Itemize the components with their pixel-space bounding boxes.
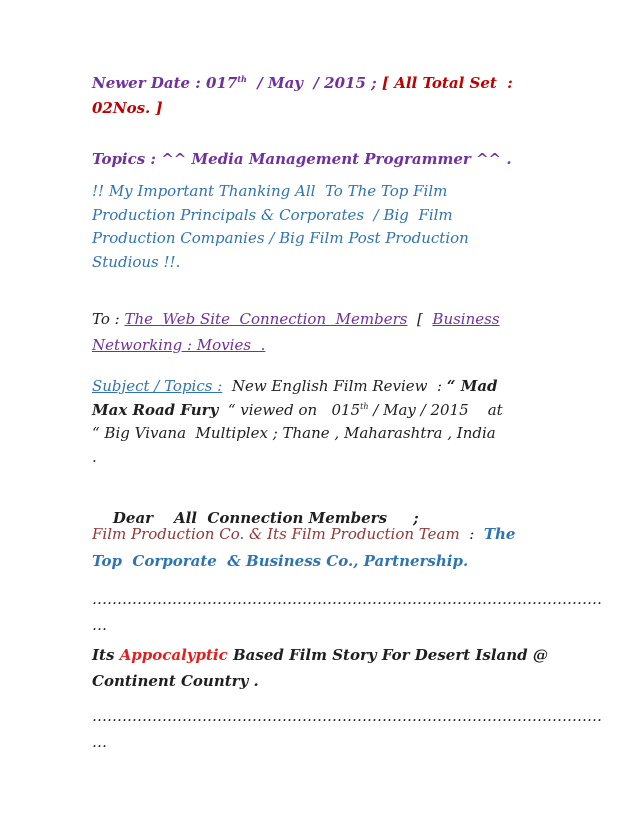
- subject-superscript: th: [360, 401, 369, 411]
- story-line-2: Continent Country .: [92, 672, 259, 690]
- subject-line-3: “ Big Vivana Multiplex ; Thane , Maharashtra , India: [92, 424, 496, 442]
- business-networking-link-part2[interactable]: Networking : Movies .: [92, 336, 266, 354]
- film-production-block: [92, 521, 544, 575]
- separator-1-dots: …………………………………………………………………………………………: [92, 590, 602, 608]
- topics-line: [92, 148, 544, 171]
- film-title-part1: “ Mad: [446, 377, 498, 395]
- story-highlight: Appocalyptic: [119, 646, 228, 664]
- film-production-team-text: Film Production Co. & Its Film Production Team: [92, 525, 460, 543]
- header-date-line: [92, 72, 544, 95]
- separator-1: [92, 586, 602, 638]
- thanks-line-2: Production Principals & Corporates / Big Film: [92, 205, 453, 224]
- topics-text: Topics : ^^ Media Management Programmer ^^ .: [92, 150, 512, 168]
- to-bracket: [: [407, 310, 433, 328]
- to-prefix: To :: [92, 310, 125, 328]
- subject-text-2: “ viewed on 015: [218, 400, 361, 419]
- film-production-line-2: Top Corporate & Business Co., Partnership.: [92, 552, 469, 570]
- date-rest: / May / 2015 ;: [246, 74, 382, 92]
- header-total-set-second-line: [92, 97, 544, 120]
- subject-text-3: / May / 2015 at: [368, 400, 503, 419]
- story-block: [92, 642, 548, 694]
- thanks-line-4: Studious !!.: [92, 252, 181, 271]
- subject-label: Subject / Topics :: [92, 377, 223, 395]
- header-date-block: [92, 72, 544, 120]
- story-prefix: Its: [92, 646, 120, 664]
- date-superscript: th: [237, 74, 247, 84]
- story-rest: Based Film Story For Desert Island @: [227, 646, 548, 664]
- subject-text-1: New English Film Review :: [222, 377, 447, 395]
- thanks-line-3: Production Companies / Big Film Post Production: [92, 229, 469, 247]
- separator-2-end: …: [92, 733, 107, 751]
- film-production-colon: :: [459, 525, 484, 543]
- separator-1-end: …: [92, 616, 107, 634]
- to-block: [92, 308, 544, 357]
- total-set-line1: [ All Total Set :: [381, 74, 513, 92]
- date-prefix: Newer Date : 017: [92, 74, 238, 92]
- film-production-line-1: [92, 521, 544, 548]
- to-line-2: [92, 334, 544, 357]
- subject-line-2: [92, 399, 544, 423]
- separator-2: [92, 703, 602, 755]
- to-line-1: [92, 308, 544, 331]
- thanks-paragraph: [92, 180, 544, 274]
- connection-members-link[interactable]: The Web Site Connection Members: [124, 310, 408, 328]
- film-title-part2: Max Road Fury: [92, 400, 219, 419]
- business-networking-link-part1[interactable]: Business: [432, 310, 500, 328]
- story-line-1: [92, 642, 548, 668]
- subject-block: [92, 375, 544, 469]
- film-production-the: The: [483, 525, 516, 543]
- total-set-line2: 02Nos. ]: [92, 99, 163, 117]
- thanks-line-1: !! My Important Thanking All To The Top Film: [92, 182, 448, 200]
- greeting-text: Dear All Connection Members ;: [112, 509, 419, 527]
- subject-line-1: [92, 375, 544, 399]
- subject-line-4: .: [92, 447, 97, 466]
- separator-2-dots: …………………………………………………………………………………………: [92, 707, 602, 725]
